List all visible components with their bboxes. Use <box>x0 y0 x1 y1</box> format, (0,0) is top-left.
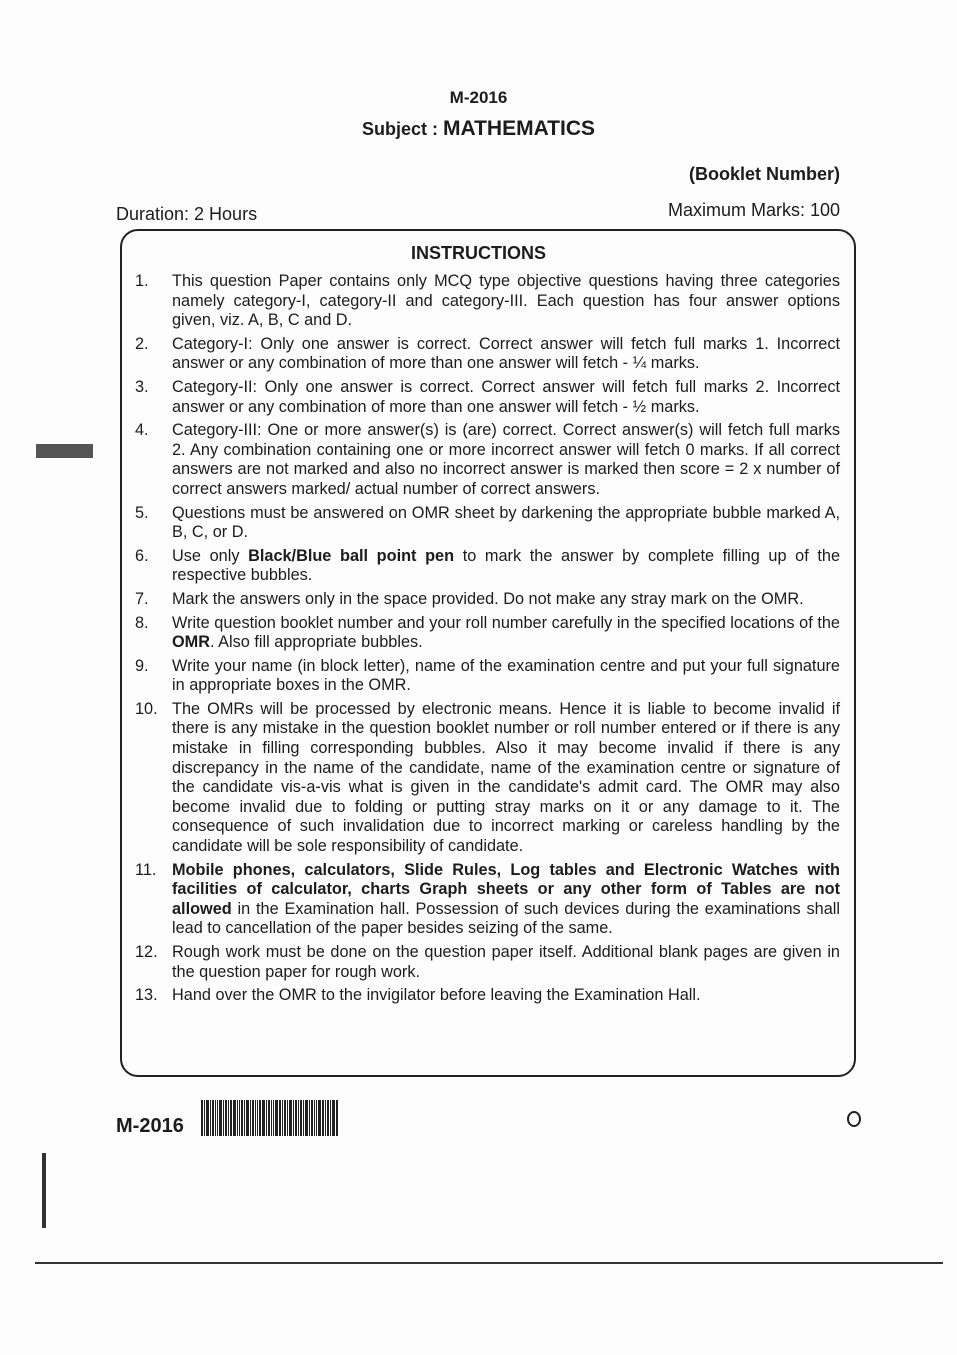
subject-value: MATHEMATICS <box>442 117 596 140</box>
page-bottom-rule <box>35 1262 943 1264</box>
footer-paper-code: M-2016 <box>116 1115 184 1137</box>
instruction-item: 2. Category-I: Only one answer is correct. Correct answer will fetch full marks 1. Incorrect answer or any combination of more than one answer will fetch - ¼ marks. <box>135 334 840 373</box>
instruction-item: 5. Questions must be answered on OMR sheet by darkening the appropriate bubble marked A, B, C, or D. <box>135 503 840 542</box>
instruction-item: 9. Write your name (in block letter), name of the examination centre and put your full signature in appropriate boxes in the OMR. <box>135 656 840 695</box>
circle-icon <box>847 1111 861 1127</box>
paper-code: M-2016 <box>449 88 508 107</box>
scan-edge-mark <box>36 444 93 458</box>
duration: Duration: 2 Hours <box>116 204 258 224</box>
instructions-title: INSTRUCTIONS <box>411 243 546 263</box>
instruction-item: 1. This question Paper contains only MCQ type objective questions having three categories namely category-I, category-II and category-III. Each question has four answer options given, viz. A, B, C and D. <box>135 272 840 330</box>
instruction-item: 7. Mark the answers only in the space provided. Do not make any stray mark on the OMR. <box>135 589 804 608</box>
maximum-marks: Maximum Marks: 100 <box>667 200 840 220</box>
instruction-item: 11. Mobile phones, calculators, Slide Rules, Log tables and Electronic Watches with facilities of calculator, charts Graph sheets or any other form of Tables are not allowed in the Examination hall. Possession of such devices during the examinations shall lead to cancellation of the paper besides seizing of the same. <box>135 860 840 938</box>
booklet-number-label: (Booklet Number) <box>688 164 840 184</box>
scan-edge-line <box>42 1153 46 1228</box>
instructions-list <box>130 272 840 1010</box>
instruction-item: 4. Category-III: One or more answer(s) is (are) correct. Correct answer(s) will fetch full marks 2. Any combination containing one or more incorrect answer will fetch 0 marks. If all correct answers are not marked and also no incorrect answer is marked then score = 2 x number of correct answers marked/ actual number of correct answers. <box>135 421 840 498</box>
instruction-item: 10. The OMRs will be processed by electronic means. Hence it is liable to become invalid if there is any mistake in the question booklet number or roll number entered or if there is any mistake in filling corresponding bubbles. Also it may become invalid if there is any discrepancy in the name of the candidate, name of the examination centre or signature of the candidate vis-a-vis what is given in the candidate's admit card. The OMR may also become invalid due to folding or putting stray marks on it or any damage to it. The consequence of such invalidation due to incorrect marking or careless handling by the candidate will be sole responsibility of candidate. <box>135 699 840 856</box>
instruction-item: 13. Hand over the OMR to the invigilator before leaving the Examination Hall. <box>135 986 701 1005</box>
instruction-item: 6. Use only Black/Blue ball point pen to mark the answer by complete filling up of the respective bubbles. <box>135 546 841 585</box>
instruction-item: 8. Write question booklet number and your roll number carefully in the specified locations of the OMR. Also fill appropriate bubbles. <box>135 613 840 652</box>
subject-label: Subject : <box>361 119 443 139</box>
instruction-item: 12. Rough work must be done on the question paper itself. Additional blank pages are given in the question paper for rough work. <box>135 943 840 981</box>
instruction-item: 3. Category-II: Only one answer is correct. Correct answer will fetch full marks 2. Incorrect answer or any combination of more than one answer will fetch - ½ marks. <box>135 377 840 416</box>
subject-heading <box>0 117 957 141</box>
barcode-icon <box>201 1100 383 1136</box>
